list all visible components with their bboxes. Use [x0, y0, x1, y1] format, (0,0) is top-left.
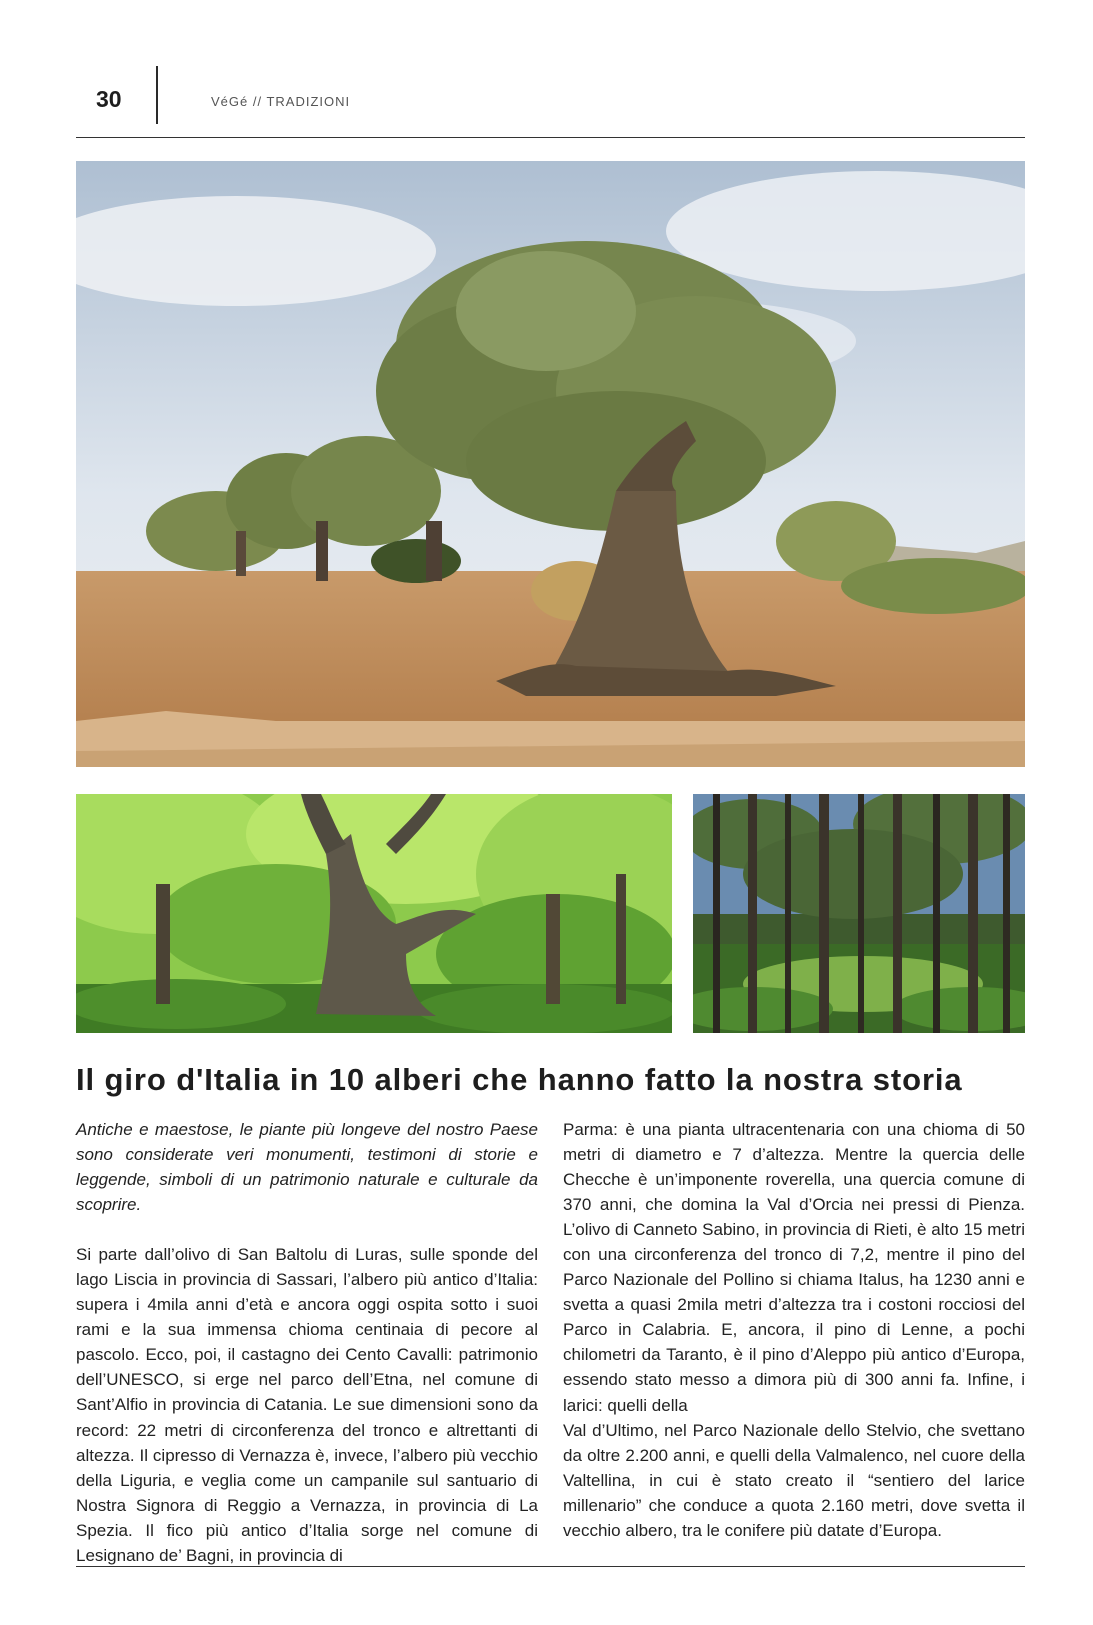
- page-number: 30: [96, 86, 122, 112]
- body-paragraph-right-2: Val d’Ultimo, nel Parco Nazionale dello Stelvio, che svettano da oltre 2.200 anni, e quelli della Valmalenco, nel cuore della Valtellina, in cui è stato creato il “sentiero del larice millenario” che conduce a quota 2.160 metri, dove svetta il vecchio albero, tra le conifere più datate d’Europa.: [563, 1420, 1025, 1540]
- body-paragraph-right-1: Parma: è una pianta ultracentenaria con una chioma di 50 metri di diametro e 7 d’altezza. Mentre la quercia delle Checche è un’imponente roverella, una quercia comune di 370 anni, che domina la Val d’Orcia nei pressi di Pienza. L’olivo di Canneto Sabino, in provincia di Rieti, è alto 15 metri con una circonferenza del tronco di 7,2, mentre il pino del Parco Nazionale del Pollino si chiama Italus, ha 1230 anni e svetta a quasi 2mila metri d’altezza tra i costoni rocciosi del Parco in Calabria. E, ancora, il pino di Lenne, a pochi chilometri da Taranto, è il pino d’Aleppo più antico d’Europa, essendo stato messo a dimora più di 300 anni fa. Infine, i larici: quelli della: [563, 1120, 1025, 1415]
- column-right: [563, 1117, 1025, 1543]
- column-left: [76, 1117, 538, 1568]
- article-title: Il giro d'Italia in 10 alberi che hanno fatto la nostra storia: [76, 1062, 963, 1097]
- olive-tree-photo: [76, 161, 1025, 767]
- chestnut-forest-photo: [76, 794, 672, 1033]
- header-divider: [156, 66, 158, 124]
- running-title: VéGé // TRADIZIONI: [211, 94, 351, 109]
- body-paragraph-left: Si parte dall’olivo di San Baltolu di Luras, sulle sponde del lago Liscia in provincia di Sassari, l’albero più antico d’Italia: supera i 4mila anni d’età e ancora oggi ospita sotto i suoi rami e la sua immensa chioma centinaia di pecore al pascolo. Ecco, poi, il castagno dei Cento Cavalli: patrimonio dell’UNESCO, si erge nel parco dell’Etna, nel comune di Sant’Alfio in provincia di Catania. Le sue dimensioni sono da record: 22 metri di circonferenza del tronco e altrettanti di altezza. Il cipresso di Vernazza è, invece, l’albero più vecchio della Liguria, e veglia come un campanile sul santuario di Nostra Signora di Reggio a Vernazza, in provincia di La Spezia. Il fico più antico d’Italia sorge nel comune di Lesignano de’ Bagni, in provincia di: [76, 1245, 538, 1565]
- footer-rule: [76, 1566, 1025, 1567]
- header-rule: [76, 137, 1025, 138]
- page-header: [76, 64, 1025, 138]
- larch-forest-photo: [693, 794, 1025, 1033]
- article-lead: Antiche e maestose, le piante più longeve del nostro Paese sono considerate veri monumenti, testimoni di storie e leggende, simboli di un patrimonio naturale e culturale da scoprire.: [76, 1120, 538, 1215]
